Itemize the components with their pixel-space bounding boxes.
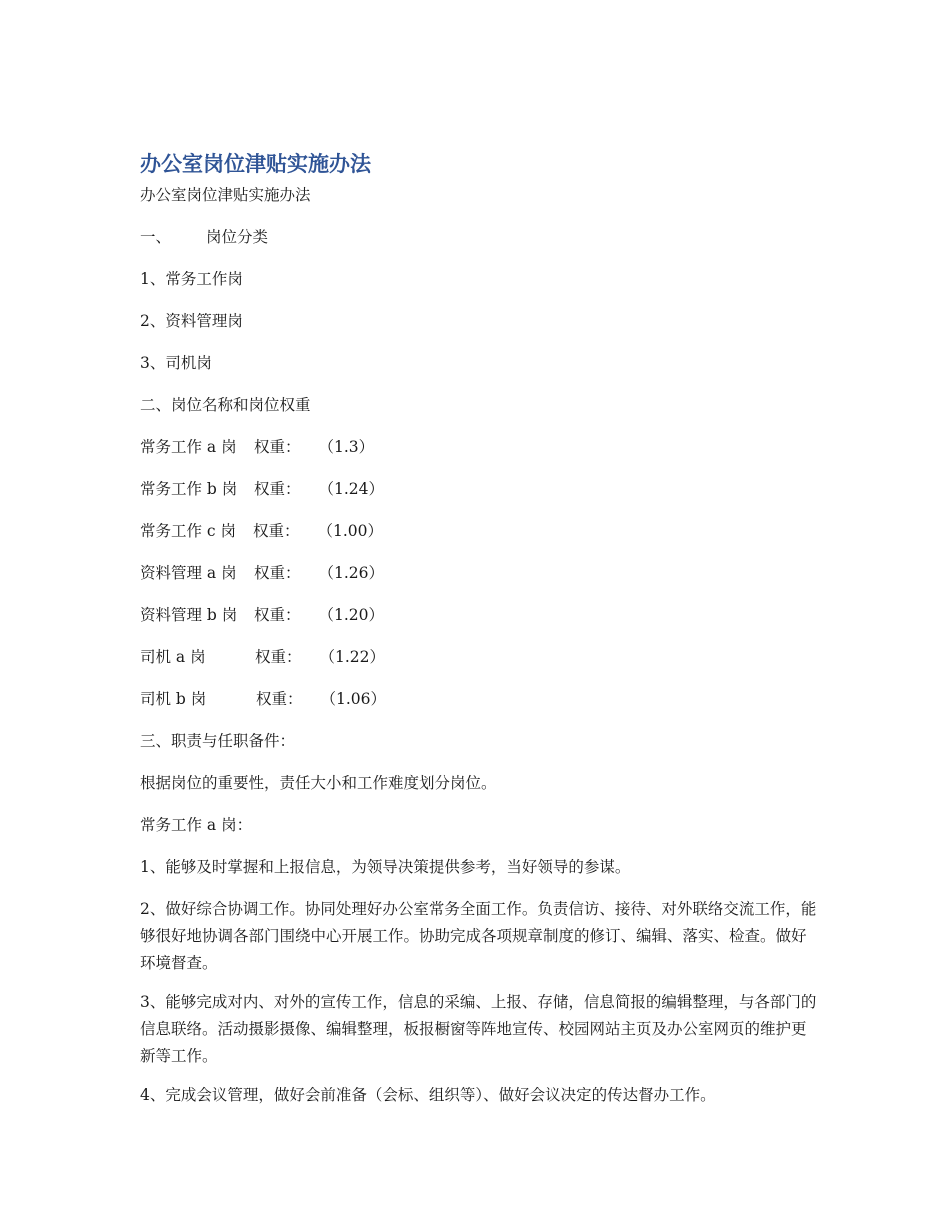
- duty-item: 4、完成会议管理，做好会前准备（会标、组织等）、做好会议决定的传达督办工作。: [140, 1086, 716, 1104]
- weight-row: [140, 518, 820, 544]
- document-title: 办公室岗位津贴实施办法: [140, 152, 371, 176]
- weight-label: 权重：: [256, 690, 303, 708]
- weight-value: （1.20）: [318, 606, 385, 624]
- weight-row: [140, 476, 820, 502]
- weight-label: 权重：: [254, 564, 301, 582]
- post-name: 常务工作 a 岗: [140, 438, 237, 456]
- document-subtitle: 办公室岗位津贴实施办法: [140, 186, 311, 204]
- weight-row: [140, 560, 820, 586]
- section-heading-3: 三、职责与任职备件：: [140, 732, 296, 750]
- duty-item: 2、做好综合协调工作。协同处理好办公室常务全面工作。负责信访、接待、对外联络交流工作，能够很好地协调各部门围绕中心开展工作。协助完成各项规章制度的修订、编辑、落实、检查。做好环境督查。: [140, 900, 817, 972]
- weight-value: （1.00）: [317, 522, 384, 540]
- post-name: 常务工作 b 岗: [140, 480, 238, 498]
- category-item: 2、资料管理岗: [140, 312, 243, 330]
- post-name: 司机 b 岗: [140, 690, 207, 708]
- section-heading-1: [140, 224, 820, 250]
- category-item: 3、司机岗: [140, 354, 212, 372]
- weight-row: [140, 602, 820, 628]
- weight-value: （1.24）: [318, 480, 385, 498]
- post-name: 资料管理 b 岗: [140, 606, 238, 624]
- section-number: 一、: [140, 228, 172, 246]
- weight-value: （1.06）: [320, 690, 387, 708]
- weight-label: 权重：: [254, 480, 301, 498]
- duty-item: 3、能够完成对内、对外的宣传工作，信息的采编、上报、存储，信息简报的编辑整理，与各部门的信息联络。活动摄影摄像、编辑整理，板报橱窗等阵地宣传、校园网站主页及办公室网页的维护更新等工作。: [140, 993, 817, 1065]
- category-item: 1、常务工作岗: [140, 270, 243, 288]
- weight-row: [140, 644, 820, 670]
- weight-label: 权重：: [253, 522, 300, 540]
- weight-label: 权重：: [254, 606, 301, 624]
- weight-label: 权重：: [254, 438, 301, 456]
- post-name: 资料管理 a 岗: [140, 564, 237, 582]
- post-a-heading: 常务工作 a 岗：: [140, 816, 253, 834]
- document-page: [140, 148, 820, 1109]
- weight-row: [140, 434, 820, 460]
- post-name: 司机 a 岗: [140, 648, 206, 666]
- weight-label: 权重：: [255, 648, 302, 666]
- section-text: 岗位分类: [206, 228, 269, 246]
- duty-item: 1、能够及时掌握和上报信息，为领导决策提供参考，当好领导的参谋。: [140, 858, 631, 876]
- post-name: 常务工作 c 岗: [140, 522, 237, 540]
- section-heading-2: 二、岗位名称和岗位权重: [140, 396, 311, 414]
- weight-value: （1.26）: [318, 564, 385, 582]
- intro-paragraph: 根据岗位的重要性，责任大小和工作难度划分岗位。: [140, 774, 497, 792]
- weight-value: （1.3）: [318, 438, 375, 456]
- weight-row: [140, 686, 820, 712]
- weight-value: （1.22）: [319, 648, 386, 666]
